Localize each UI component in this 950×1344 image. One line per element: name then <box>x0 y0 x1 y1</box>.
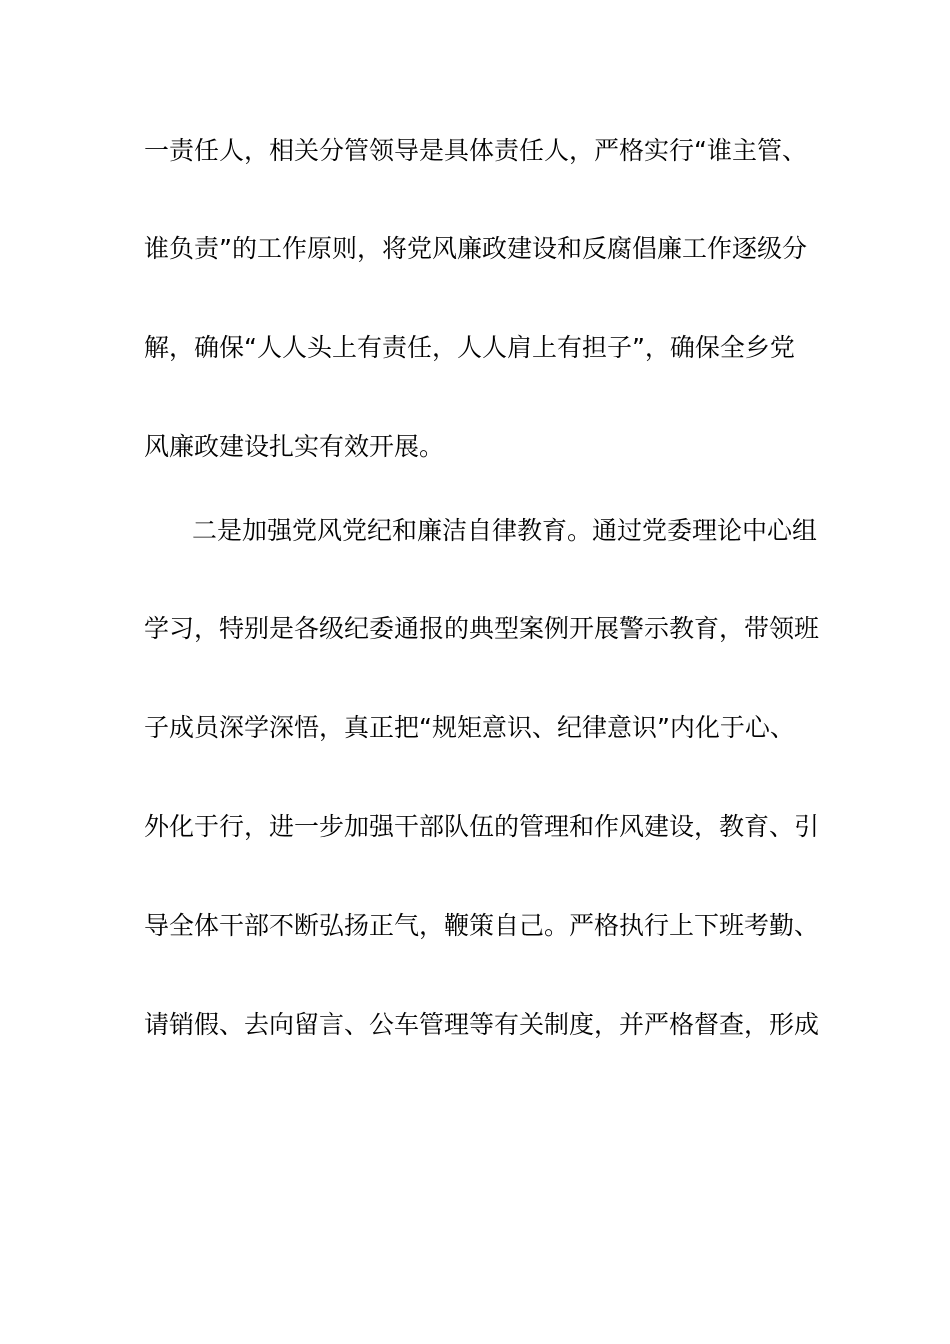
paragraph-line-8: 外化于行，进一步加强干部队伍的管理和作风建设，教育、引 <box>144 812 820 841</box>
paragraph-line-9: 导全体干部不断弘扬正气，鞭策自己。严格执行上下班考勤、 <box>144 911 820 940</box>
paragraph-line-3: 解，确保“人人头上有责任，人人肩上有担子”，确保全乡党 <box>144 333 795 362</box>
paragraph-line-5: 二是加强党风党纪和廉洁自律教育。通过党委理论中心组 <box>192 516 818 545</box>
paragraph-line-7: 子成员深学深悟，真正把“规矩意识、纪律意识”内化于心、 <box>144 713 795 742</box>
paragraph-line-1: 一责任人，相关分管领导是具体责任人，严格实行“谁主管、 <box>144 136 807 165</box>
paragraph-line-4: 风廉政建设扎实有效开展。 <box>144 432 445 461</box>
paragraph-line-10: 请销假、去向留言、公车管理等有关制度，并严格督查，形成 <box>144 1010 820 1039</box>
paragraph-line-2: 谁负责”的工作原则，将党风廉政建设和反腐倡廉工作逐级分 <box>144 234 807 263</box>
paragraph-line-6: 学习，特别是各级纪委通报的典型案例开展警示教育，带领班 <box>144 614 820 643</box>
